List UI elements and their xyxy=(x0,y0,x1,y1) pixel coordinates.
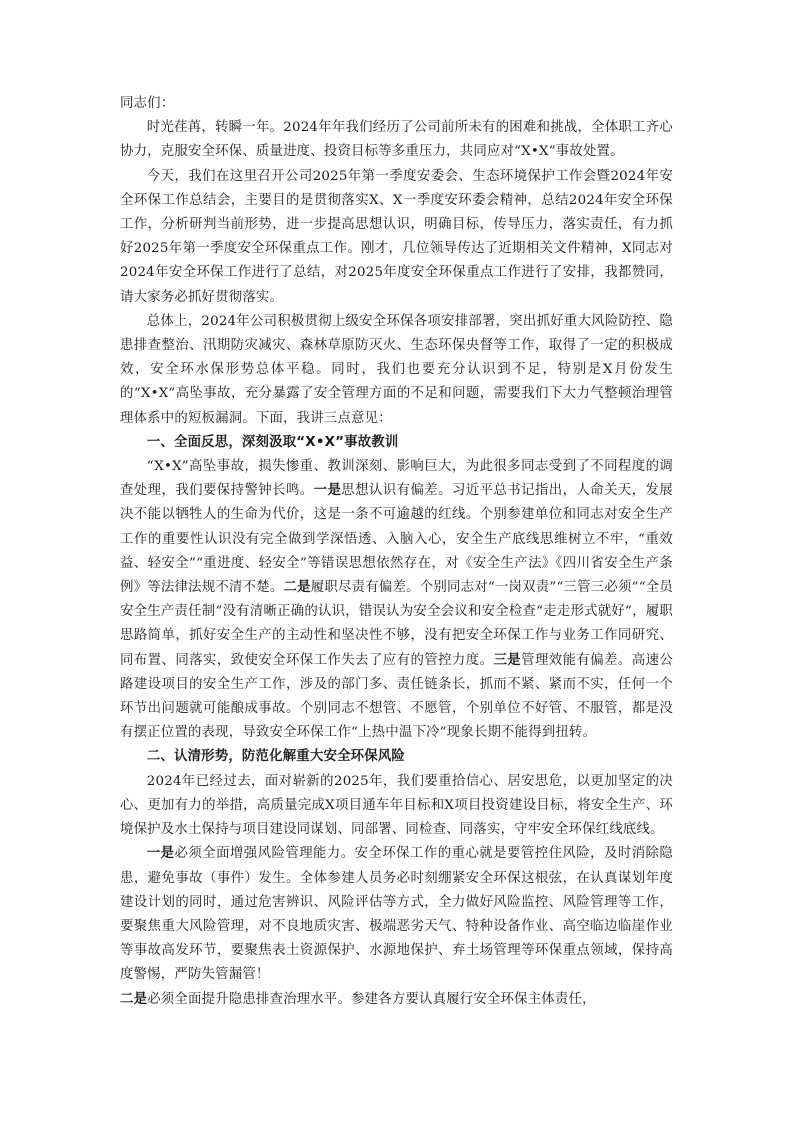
section-2-paragraph-1: 2024年已经过去，面对崭新的2025年，我们要重拾信心、居安思危，以更加坚定的决心、更加有力的举措，高质量完成X项目通车年目标和X项目投资建设目标，将安全生产、环境保护及水土保持与项目建设同谋划、同部署、同检查、同落实，守牢安全环保红线底线。 xyxy=(120,773,673,838)
section-1-point-3-keyword: 三是 xyxy=(493,652,522,668)
section-1-point-1-keyword: 一是 xyxy=(313,483,342,499)
section-1-point-3-text: 管理效能有偏差。高速公路建设项目的安全生产工作，涉及的部门多、责任链条长，抓而不紧、紧而不实，任何一个环节出问题就可能酿成事故。个别同志不想管、不愿管，个别单位不好管、不服管，都是没有摆正位置的表现，导致安全环保工作“上热中温下冷”现象长期不能得到扭转。 xyxy=(120,652,674,741)
section-1-heading: 一、全面反思，深刻汲取“X•X”事故教训 xyxy=(146,434,399,450)
section-1-point-2-text: 履职尽责有偏差。个别同志对“一岗双责”“三管三必须”“全员安全生产责任制”没有清晰正确的认识，错误认为安全会议和安全检查“走走形式就好”，履职思路简单，抓好安全生产的主动性和坚决性不够，没有把安全环保工作与业务工作同研究、同布置、同落实，致使安全环保工作失去了应有的管控力度。 xyxy=(120,580,673,668)
intro-paragraph-1: 时光荏苒，转瞬一年。2024年年我们经历了公司前所未有的困难和挑战，全体职工齐心协力，克服安全环保、质量进度、投资目标等多重压力，共同应对“X•X”事故处置。 xyxy=(120,120,673,160)
document-page xyxy=(120,92,673,1012)
section-2-point-2-keyword: 二是 xyxy=(120,991,148,1007)
section-2-heading: 二、认清形势，防范化解重大安全环保风险 xyxy=(146,749,406,765)
intro-paragraph-2: 今天，我们在这里召开公司2025年第一季度安委会、生态环境保护工作会暨2024年安全环保工作总结会，主要目的是贯彻落实X、X一季度安环委会精神，总结2024年安全环保工作，分析研判当前形势，进一步提高思想认识，明确目标，传导压力，落实责任，有力抓好2025年第一季度安全环保重点工作。刚才，几位领导传达了近期相关文件精神，X同志对2024年安全环保工作进行了总结，对2025年度安全环保重点工作进行了安排，我都赞同，请大家务必抓好贯彻落实。 xyxy=(120,168,673,305)
section-2-paragraph-2 xyxy=(120,842,673,1011)
section-1-point-1-text: 思想认识有偏差。习近平总书记指出，人命关天，发展决不能以牺牲人的生命为代价，这是一条不可逾越的红线。个别参建单位和同志对安全生产工作的重要性认识没有完全做到学深悟透、入脑入心，安全生产底线思维树立不牢，“重效益、轻安全”“重进度、轻安全”等错误思想依然存在，对《安全生产法》《四川省安全生产条例》等法律法规不清不楚。 xyxy=(120,483,673,596)
intro-paragraph-3: 总体上，2024年公司积极贯彻上级安全环保各项安排部署，突出抓好重大风险防控、隐患排查整治、汛期防灾减灾、森林草原防灭火、生态环保央督等工作，取得了一定的积极成效，安全环水保形势总体平稳。同时，我们也要充分认识到不足，特别是X月份发生的“X•X”高坠事故，充分暴露了安全管理方面的不足和问题，需要我们下大力气整顿治理管理体系中的短板漏洞。下面，我讲三点意见： xyxy=(120,313,673,426)
section-1-lead: “X•X”高坠事故，损失惨重、教训深刻、影响巨大，为此很多同志受到了不同程度的调查处理，我们要保持警钟长鸣。 xyxy=(120,459,673,499)
section-2-point-1-text: 必须全面增强风险管理能力。安全环保工作的重心就是要管控住风险，及时消除隐患，避免事故（事件）发生。全体参建人员务必时刻绷紧安全环保这根弦，在认真谋划年度建设计划的同时，通过危害辨识、风险评估等方式，全力做好风险监控、风险管理等工作，要聚焦重大风险管理，对不良地质灾害、极端恶劣天气、特种设备作业、高空临边临崖作业等事故高发环节，要聚焦表土资源保护、水源地保护、弃土场管理等环保重点领域，保持高度警惕，严防失管漏管！ xyxy=(120,846,673,983)
section-2-point-1-keyword: 一是 xyxy=(146,846,175,862)
section-2-point-2-text: 必须全面提升隐患排查治理水平。参建各方要认真履行安全环保主体责任， xyxy=(147,991,596,1007)
section-1-paragraph xyxy=(120,455,673,745)
section-1-point-2-keyword: 二是 xyxy=(283,580,311,596)
salutation: 同志们： xyxy=(120,96,175,111)
